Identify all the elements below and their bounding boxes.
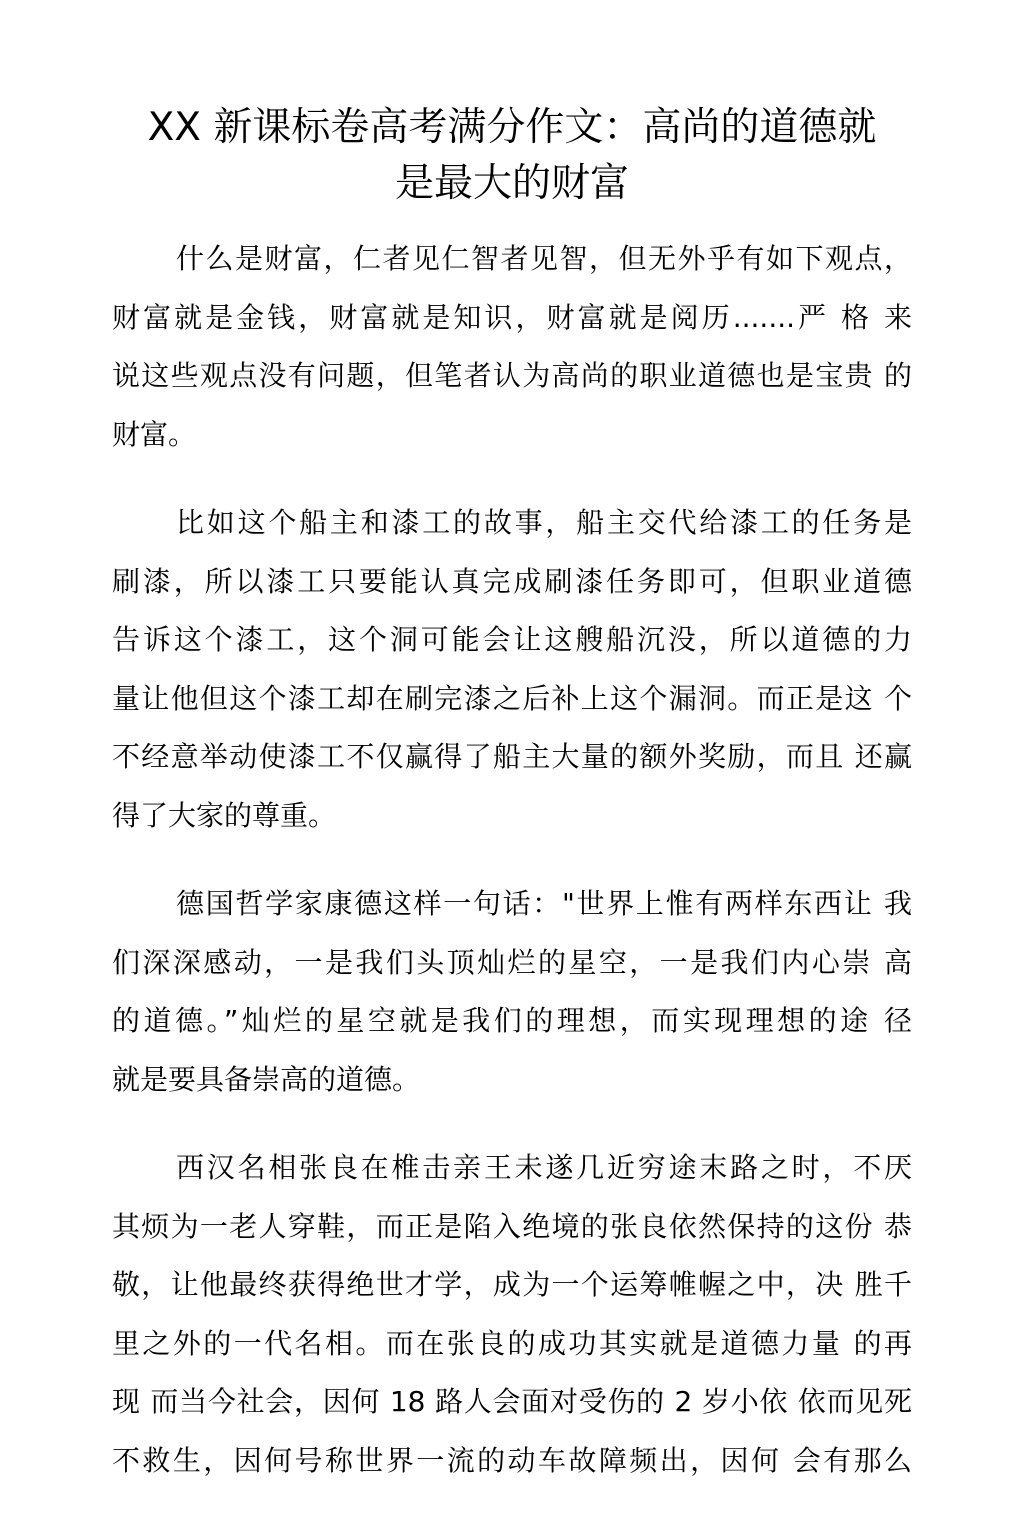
text-line: 不救生，因何号称世界一流的动车故障频出，因何 会有那么 (112, 1443, 912, 1477)
title-line: 是最大的财富 (394, 161, 629, 206)
text-line: 财富。 (112, 417, 197, 451)
text-line: 现 而当今社会，因何 18 路人会面对受伤的 2 岁小依 依而见死 (112, 1385, 912, 1418)
text-line: 比如这个船主和漆工的故事，船主交代给漆工的任务是 (176, 506, 912, 539)
title-line: XX 新课标卷高考满分作文：高尚的道德就 (147, 105, 877, 150)
paragraph-4 (112, 1139, 912, 1490)
text-line: 其烦为一老人穿鞋，而正是陷入绝境的张良依然保持的这份 恭 (112, 1209, 912, 1243)
paragraph-3 (112, 875, 912, 1109)
text-line: 什么是财富，仁者见仁智者见智，但无外乎有如下观点， (176, 242, 912, 275)
text-line: 西汉名相张良在椎击亲王未遂几近穷途末路之时，不厌 (176, 1151, 912, 1184)
text-line: 告诉这个漆工，这个洞可能会让这艘船沉没，所以道德的力 (112, 623, 912, 656)
document-title (112, 100, 912, 212)
paragraph-2 (112, 494, 912, 845)
text-line: 不经意举动使漆工不仅赢得了船主大量的额外奖励，而且 还赢 (112, 740, 912, 773)
paragraph-1 (112, 230, 912, 464)
text-line: 刷漆，所以漆工只要能认真完成刷漆任务即可，但职业道德 (112, 564, 912, 598)
text-line: 德国哲学家康德这样一句话："世界上惟有两样东西让 我 (176, 887, 912, 920)
text-line: 说这些观点没有问题，但笔者认为高尚的职业道德也是宝贵 的 (112, 359, 912, 392)
text-line: 财富就是金钱，财富就是知识，财富就是阅历.......严 格 来 (112, 300, 912, 334)
text-line: 们深深感动，一是我们头顶灿烂的星空，一是我们内心崇 高 (112, 945, 912, 979)
text-line: 就是要具备崇高的道德。 (112, 1062, 421, 1096)
text-line: 敬，让他最终获得绝世才学，成为一个运筹帷幄之中，决 胜千 (112, 1268, 912, 1301)
text-line: 里之外的一代名相。而在张良的成功其实就是道德力量 的再 (112, 1326, 912, 1360)
article-body (112, 230, 912, 1520)
text-line: 量让他但这个漆工却在刷完漆之后补上这个漏洞。而正是这 个 (112, 681, 912, 715)
text-line: 的道德。”灿烂的星空就是我们的理想，而实现理想的途 径 (112, 1004, 912, 1037)
text-line: 得了大家的尊重。 (112, 798, 337, 832)
